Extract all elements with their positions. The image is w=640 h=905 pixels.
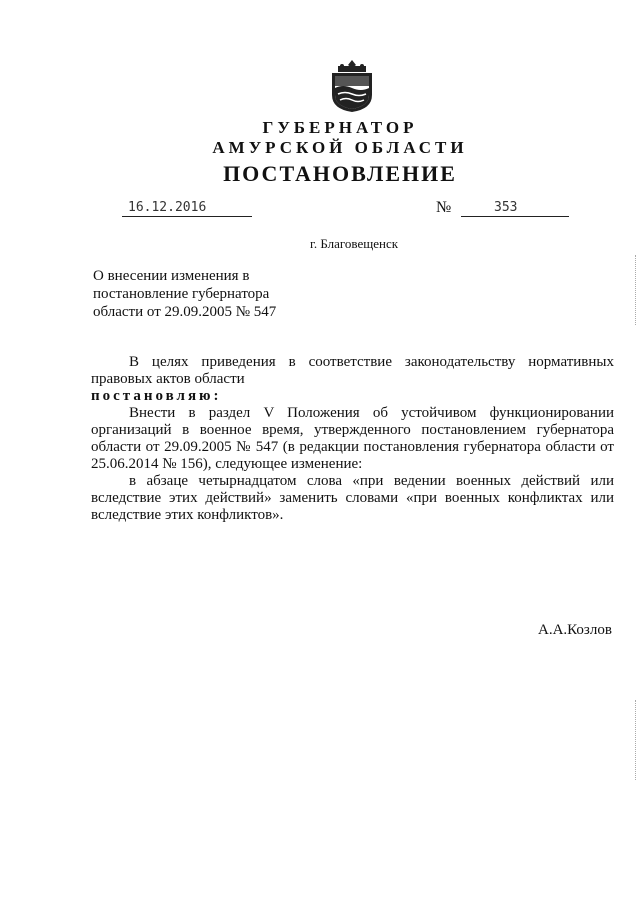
date-underline [122,216,252,217]
body-paragraph: Внести в раздел V Положения об устойчивом функционировании организаций в военное время, утвержденного постановлением губернатора области от 29.09.2005 № 547 (в редакции постановления губернатора области от 25.06.2014 № 156), следующее изменение: [91,405,614,472]
subject-line: О внесении изменения в [93,268,250,284]
scan-margin-mark [635,700,638,780]
document-body [91,354,614,524]
coat-of-arms-emblem [328,58,376,114]
subject-line: области от 29.09.2005 № 547 [93,304,277,320]
document-type-title: ПОСТАНОВЛЕНИЕ [223,161,457,186]
number-label: № [436,199,452,216]
number-underline [461,216,569,217]
city-name: г. Благовещенск [310,236,399,251]
resolve-keyword: постановляю: [91,388,222,404]
body-paragraph: в абзаце четырнадцатом слова «при ведении военных действий или вследствие этих действий» заменить словами «при военных конфликтах или вследствие этих конфликтов». [91,473,614,523]
authority-line-2: АМУРСКОЙ ОБЛАСТИ [212,138,468,157]
document-subject [93,267,276,321]
document-number: 353 [494,200,518,215]
subject-line: постановление губернатора [93,286,270,302]
document-date: 16.12.2016 [128,200,207,215]
body-paragraph: В целях приведения в соответствие законодательству нормативных правовых актов области [91,354,614,387]
authority-line-1: ГУБЕРНАТОР [262,118,418,137]
signatory-name: А.А.Козлов [538,622,612,638]
scan-margin-mark [635,255,638,325]
